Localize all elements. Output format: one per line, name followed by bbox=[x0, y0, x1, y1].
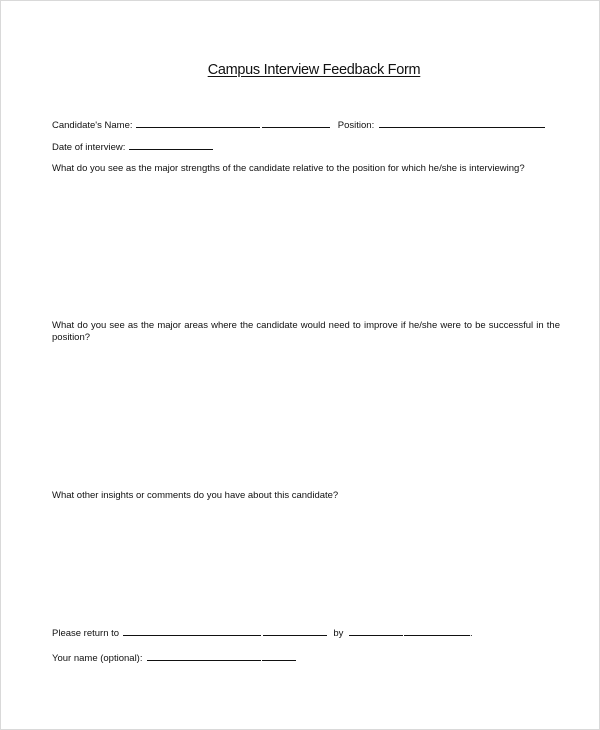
question-insights: What other insights or comments do you have about this candidate? bbox=[52, 490, 339, 501]
return-to-field-extra[interactable] bbox=[263, 626, 327, 636]
return-to-field[interactable] bbox=[123, 626, 261, 636]
return-by-field-extra[interactable] bbox=[404, 626, 470, 636]
period-mark: . bbox=[470, 628, 473, 639]
page-title bbox=[0, 62, 600, 78]
candidate-name-row bbox=[52, 118, 545, 132]
question-improve: What do you see as the major areas where the candidate would need to improve if he/she were to be successful in the position? bbox=[52, 320, 560, 343]
your-name-row bbox=[52, 651, 296, 665]
your-name-label: Your name (optional): bbox=[52, 653, 143, 664]
return-label: Please return to bbox=[52, 628, 120, 639]
your-name-field[interactable] bbox=[147, 651, 261, 661]
strengths-answer-area[interactable] bbox=[52, 182, 560, 312]
question-strengths: What do you see as the major strengths of the candidate relative to the position for which he/she is interviewing? bbox=[52, 163, 525, 174]
candidate-name-field[interactable] bbox=[136, 118, 260, 128]
insights-answer-area[interactable] bbox=[52, 508, 560, 618]
return-row bbox=[52, 626, 473, 640]
candidate-name-field-extra[interactable] bbox=[262, 118, 330, 128]
your-name-field-extra[interactable] bbox=[262, 651, 296, 661]
interview-date-field[interactable] bbox=[129, 140, 213, 150]
position-label: Position: bbox=[337, 120, 375, 131]
by-label: by bbox=[333, 628, 344, 639]
form-title: Campus Interview Feedback Form bbox=[207, 62, 421, 78]
candidate-name-label: Candidate's Name: bbox=[52, 120, 133, 131]
interview-date-row bbox=[52, 140, 213, 154]
improve-answer-area[interactable] bbox=[52, 348, 560, 484]
position-field[interactable] bbox=[379, 118, 545, 128]
return-by-field[interactable] bbox=[349, 626, 403, 636]
interview-date-label: Date of interview: bbox=[52, 142, 126, 153]
